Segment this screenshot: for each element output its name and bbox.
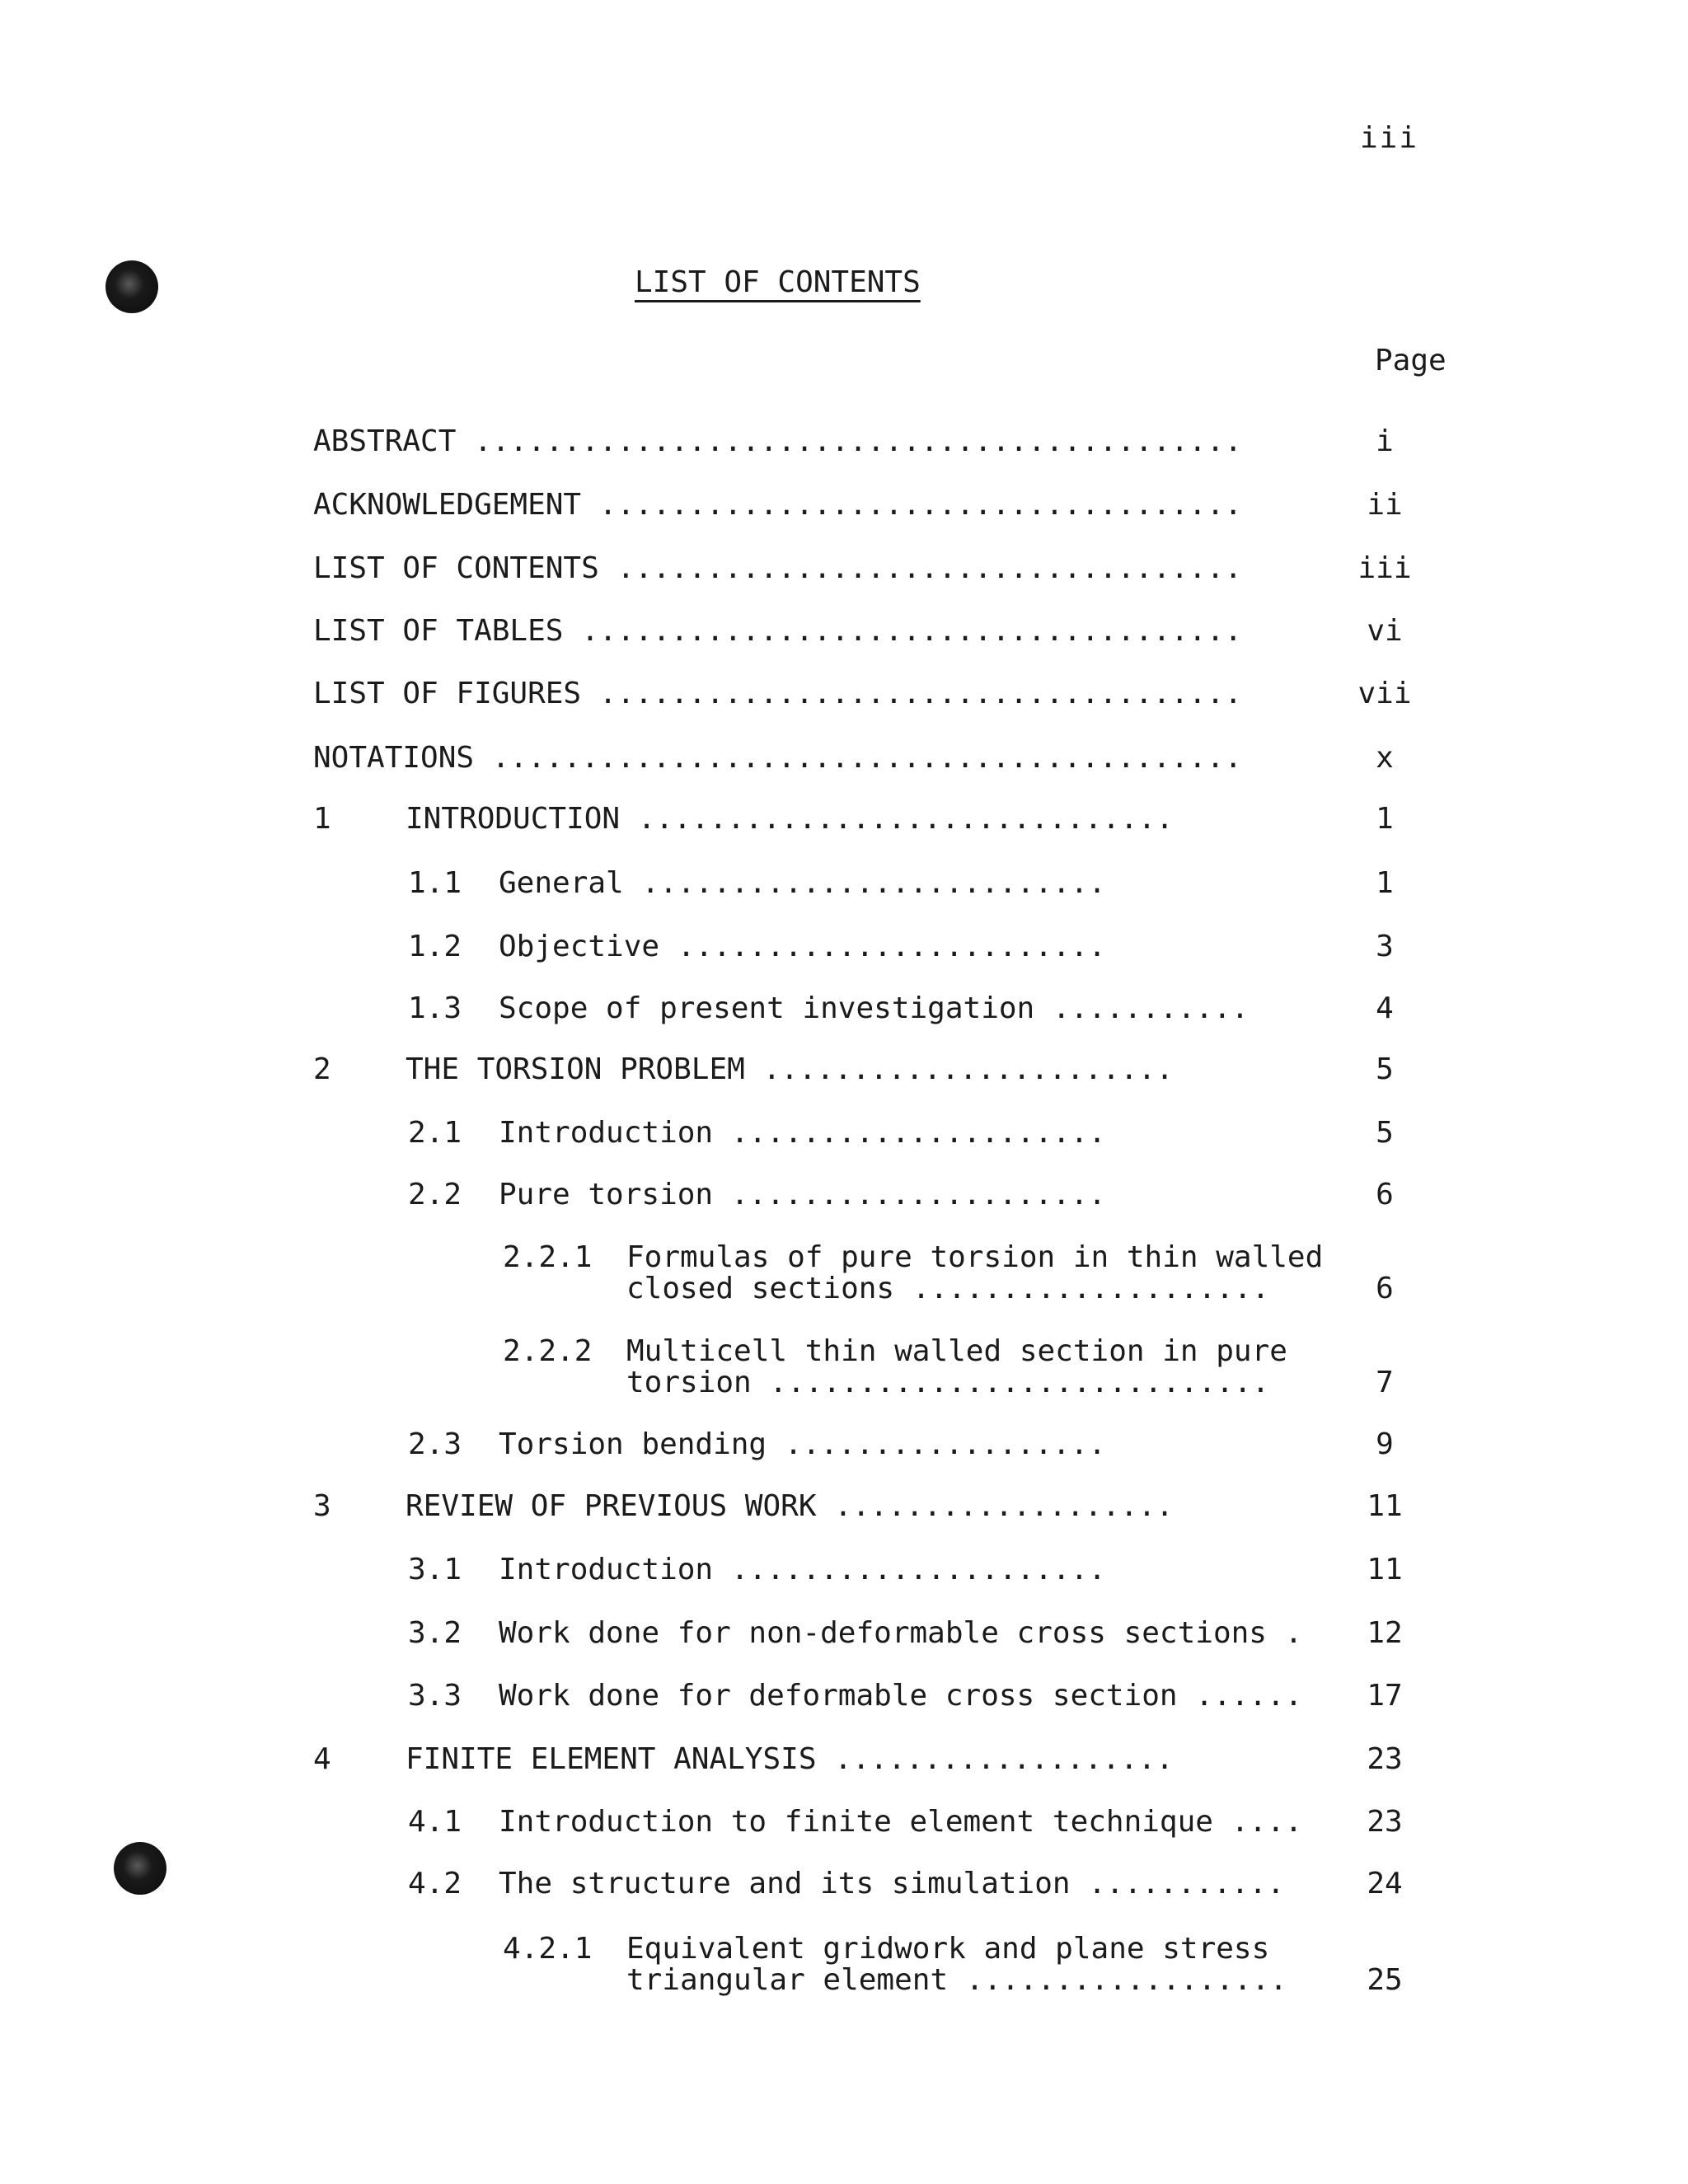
toc-entry [0,1180,1688,1246]
toc-entry-title-continued: torsion ............................ [626,1366,1270,1399]
toc-entry-page: 11 [1367,1489,1403,1523]
toc-entry [0,679,1688,745]
toc-entry-title: Equivalent gridwork and plane stress [626,1932,1270,1966]
toc-entry [0,1427,1688,1496]
toc-entry-number: 2 [313,1052,331,1086]
toc-entry [0,551,1688,620]
toc-entry-title: Objective ........................ [499,930,1106,963]
toc-entry-title: Pure torsion ..................... [499,1178,1106,1212]
toc-entry [0,932,1688,998]
toc-entry-page: iii [1357,551,1412,585]
toc-entry-number: 4 [313,1742,331,1776]
toc-entry-number: 2.2 [408,1178,462,1212]
toc-entry-page: vii [1357,677,1412,710]
toc-entry [0,743,1688,809]
toc-entry-number: 3.2 [408,1616,462,1650]
toc-entry [0,1052,1688,1121]
toc-entry-title: LIST OF CONTENTS ................................... [313,551,1243,585]
toc-entry-page: 24 [1367,1867,1403,1900]
toc-entry [0,424,1688,493]
toc-entry-title: LIST OF TABLES ..................................... [313,614,1243,648]
toc-entry-title: Introduction ..................... [499,1116,1106,1150]
toc-entry-number: 3.1 [408,1553,462,1586]
toc-entry-page: 23 [1367,1742,1403,1776]
toc-entry-number: 1.2 [408,930,462,963]
toc-entry-page: 5 [1376,1116,1394,1150]
toc-entry [0,616,1688,682]
toc-entry [0,1334,1688,1403]
toc-entry-number: 2.1 [408,1116,462,1150]
toc-entry-number: 1 [313,802,331,836]
toc-entry-title: LIST OF FIGURES .................................... [313,677,1243,710]
toc-entry-page: ii [1367,488,1403,522]
toc-entry [0,804,1688,870]
toc-entry-page: 6 [1376,1178,1394,1212]
toc-entry-number: 2.2.1 [503,1240,593,1274]
toc-entry-page: 1 [1376,866,1394,900]
toc-entry-number: 2.2.2 [503,1334,593,1368]
toc-entry [0,1555,1688,1621]
toc-entry-title-continued: closed sections .................... [626,1272,1270,1305]
toc-entry-title: INTRODUCTION .............................. [406,802,1174,836]
toc-entry-title: THE TORSION PROBLEM ....................... [406,1052,1174,1086]
toc-entry [0,866,1688,935]
toc-entry [0,1118,1688,1184]
toc-entry-number: 1.3 [408,991,462,1025]
toc-entry-page: 4 [1376,991,1394,1025]
toc-entry-page: 11 [1367,1553,1403,1586]
toc-entry-page: vi [1367,614,1403,648]
toc-entry-title: Multicell thin walled section in pure [626,1334,1287,1368]
toc-entry-page: 25 [1367,1963,1403,1997]
toc-entry [0,1616,1688,1685]
toc-entry-page: 17 [1367,1679,1403,1713]
toc-entry-number: 4.2.1 [503,1932,593,1966]
toc-entry [0,490,1688,556]
toc-entry-title: Work done for non-deformable cross sections . [499,1616,1303,1650]
toc-entry-title: ACKNOWLEDGEMENT .................................... [313,488,1243,522]
toc-entry [0,1489,1688,1558]
toc-entry-page: 12 [1367,1616,1403,1650]
toc-entry-title: REVIEW OF PREVIOUS WORK ................... [406,1489,1174,1523]
toc-entry [0,1869,1688,1935]
toc-entry-page: i [1376,424,1394,458]
punch-hole-top [106,260,158,313]
toc-entry-number: 4.2 [408,1867,462,1900]
page-number: iii [1360,121,1419,155]
toc-entry-page: 6 [1376,1272,1394,1305]
toc-entry-page: 5 [1376,1052,1394,1086]
toc-entry [0,1807,1688,1873]
toc-entry-page: 9 [1376,1427,1394,1461]
toc-entry-number: 4.1 [408,1805,462,1839]
toc-entry-number: 2.3 [408,1427,462,1461]
toc-entry-title: Work done for deformable cross section ...... [499,1679,1303,1713]
toc-entry [0,1934,1688,2000]
toc-entry-title: The structure and its simulation ........... [499,1867,1285,1900]
toc-entry-title: Introduction ..................... [499,1553,1106,1586]
toc-entry-title: Formulas of pure torsion in thin walled [626,1240,1324,1274]
page-title: LIST OF CONTENTS [635,265,921,299]
toc-entry-title-continued: triangular element .................. [626,1963,1287,1997]
toc-entry-page: 23 [1367,1805,1403,1839]
toc-entry [0,1681,1688,1747]
toc-entry-title: Introduction to finite element technique .... [499,1805,1303,1839]
toc-entry [0,1742,1688,1811]
toc-entry-number: 1.1 [408,866,462,900]
toc-entry-title: FINITE ELEMENT ANALYSIS ................... [406,1742,1174,1776]
toc-entry-title: Scope of present investigation ........... [499,991,1250,1025]
toc-entry-title: NOTATIONS .......................................... [313,741,1243,775]
toc-entry-page: x [1376,741,1394,775]
toc-entry-title: ABSTRACT ........................................... [313,424,1243,458]
toc-entry-page: 1 [1376,802,1394,836]
toc-entry-number: 3 [313,1489,331,1523]
page-column-header: Page [1375,344,1447,377]
toc-entry-page: 3 [1376,930,1394,963]
toc-entry-title: Torsion bending .................. [499,1427,1106,1461]
toc-entry-title: General .......................... [499,866,1106,900]
toc-entry [0,1240,1688,1309]
toc-entry-number: 3.3 [408,1679,462,1713]
toc-entry [0,991,1688,1060]
toc-entry-page: 7 [1376,1366,1394,1399]
